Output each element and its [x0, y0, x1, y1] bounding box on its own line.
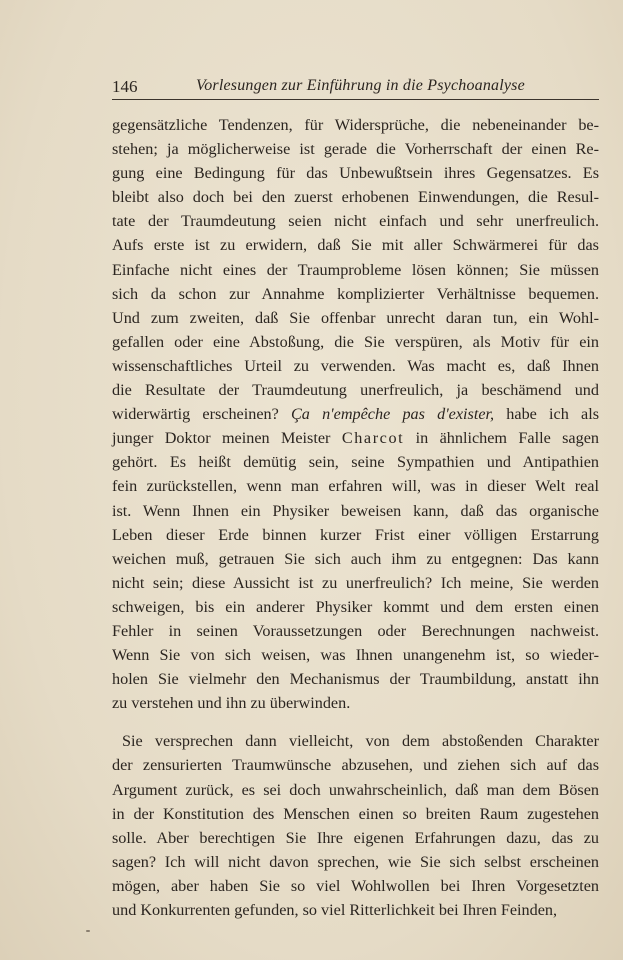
- text-line: tate der Traumdeutung seien nicht einfach und sehr unerfreulich.: [112, 212, 599, 231]
- text-line: ist. Wenn Ihnen ein Physiker beweisen kann, daß das organische: [112, 501, 599, 520]
- text-line: Leben dieser Erde binnen kurzer Frist einer völligen Erstarrung: [112, 525, 599, 544]
- text-line: weichen muß, getrauen Sie sich auch ihm zu entgegnen: Das kann: [112, 549, 599, 568]
- text-line: zu verstehen und ihn zu überwinden.: [112, 694, 351, 713]
- text-line: [112, 426, 599, 450]
- text-segment: habe ich als: [494, 405, 599, 424]
- text-line: Fehler in seinen Voraussetzungen oder Berechnungen nachweist.: [112, 621, 599, 640]
- italic-quote: Ça n'empêche pas d'exister,: [291, 405, 495, 424]
- paragraph: [112, 729, 599, 922]
- text-segment: junger Doktor meinen Meister: [112, 429, 342, 448]
- text-line: gegensätzliche Tendenzen, für Widersprüche, die nebeneinander be-: [112, 116, 599, 134]
- text-line: bleibt also doch bei den zuerst erhobenen Einwendungen, die Resul-: [112, 188, 599, 207]
- text-line: gung eine Bedingung für das Unbewußtsein ihres Gegensatzes. Es: [112, 164, 599, 183]
- text-segment: widerwärtig erscheinen?: [112, 405, 291, 424]
- page-number: 146: [112, 77, 138, 96]
- text-line: Sie versprechen dann vielleicht, von dem abstoßenden Charakter: [122, 732, 599, 751]
- running-title: Vorlesungen zur Einführung in die Psychoanalyse: [196, 77, 525, 94]
- text-line: Wenn Sie von sich weisen, was Ihnen unangenehm ist, so wieder-: [112, 646, 599, 665]
- text-line: gefallen oder eine Abstoßung, die Sie verspüren, als Motiv für ein: [112, 332, 599, 351]
- text-line: [112, 402, 599, 426]
- text-line: holen Sie vielmehr den Mechanismus der Traumbildung, anstatt ihn: [112, 670, 599, 689]
- text-line: in der Konstitution des Menschen einen so breiten Raum zugestehen: [112, 804, 599, 823]
- text-line: stehen; ja möglicherweise ist gerade die Vorherrschaft der einen Re-: [112, 140, 599, 159]
- text-line: sich da schon zur Annahme komplizierter Verhältnisse bequemen.: [112, 284, 599, 303]
- text-line: schweigen, bis ein anderer Physiker kommt und dem ersten einen: [112, 597, 599, 616]
- text-line: Aufs erste ist zu erwidern, daß Sie mit aller Schwärmerei für das: [112, 236, 599, 255]
- paragraph-gap: [112, 715, 599, 729]
- paper-speck: [86, 930, 90, 932]
- spaced-name: Charcot: [341, 429, 405, 448]
- text-segment: in ähnlichem Falle sagen: [404, 429, 599, 448]
- text-line: die Resultate der Traumdeutung unerfreulich, ja beschämend und: [112, 381, 599, 400]
- text-line: solle. Aber berechtigen Sie Ihre eigenen Erfahrungen dazu, das zu: [112, 828, 599, 847]
- running-head: [112, 75, 599, 100]
- text-line: Argument zurück, es sei doch unwahrscheinlich, daß man dem Bösen: [112, 780, 599, 799]
- text-line: nicht sein; diese Aussicht ist zu unerfreulich? Ich meine, Sie werden: [112, 573, 599, 592]
- text-line: der zensurierten Traumwünsche abzusehen, und ziehen sich auf das: [112, 756, 599, 775]
- text-line: und Konkurrenten gefunden, so viel Ritterlichkeit bei Ihren Feinden,: [112, 901, 558, 919]
- body-text: [112, 113, 599, 922]
- text-line: sagen? Ich will nicht davon sprechen, wie Sie sich selbst erscheinen: [112, 852, 599, 871]
- text-line: wissenschaftliches Urteil zu verwenden. Was macht es, daß Ihnen: [112, 356, 599, 375]
- text-line: Einfache nicht eines der Traumprobleme lösen können; Sie müssen: [112, 260, 599, 279]
- text-line: gehört. Es heißt demütig sein, seine Sympathien und Antipathien: [112, 453, 599, 472]
- paragraph: [112, 113, 599, 715]
- text-line: Und zum zweiten, daß Sie offenbar unrecht daran tun, ein Wohl-: [112, 308, 599, 327]
- text-line: fein zurückstellen, wenn man erfahren will, was in dieser Welt real: [112, 477, 599, 496]
- text-line: mögen, aber haben Sie so viel Wohlwollen bei Ihren Vorgesetzten: [112, 876, 599, 895]
